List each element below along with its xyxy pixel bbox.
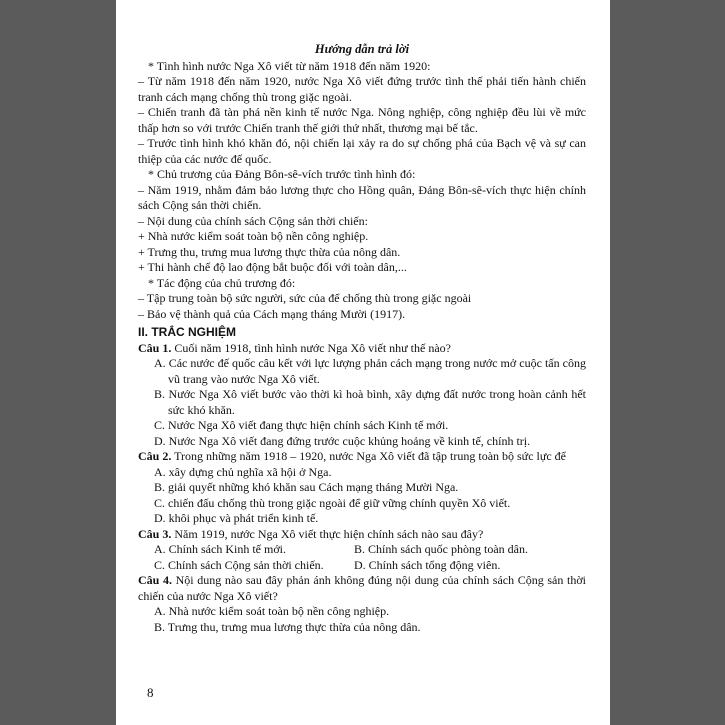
option-a: A. Các nước đế quốc câu kết với lực lượng phản cách mạng trong nước mở cuộc tấn công vũ trang vào nước Nga Xô viết. [154, 356, 586, 386]
question-text: Cuối năm 1918, tình hình nước Nga Xô viết như thế nào? [174, 340, 451, 355]
option-c: C. Nước Nga Xô viết đang thực hiện chính sách Kinh tế mới. [154, 418, 449, 432]
question-text: Năm 1919, nước Nga Xô viết thực hiện chính sách nào sau đây? [174, 526, 484, 541]
option-a: A. xây dựng chủ nghĩa xã hội ở Nga. [154, 464, 332, 479]
answer-line: – Chiến tranh đã tàn phá nền kinh tế nước Nga. Nông nghiệp, công nghiệp đều lùi về mức thấp hơn so với trước Chiến tranh thế giới thứ nhất, thương mại bế tắc. [138, 105, 586, 135]
question-2 [138, 449, 586, 465]
option-a: A. Chính sách Kinh tế mới. [154, 542, 286, 556]
option-row [138, 542, 586, 558]
answer-line: – Tập trung toàn bộ sức người, sức của để chống thù trong giặc ngoài [138, 291, 472, 305]
answer-heading: Hướng dẫn trả lời [314, 42, 410, 56]
question-label: Câu 1. [138, 340, 172, 355]
answer-line: – Từ năm 1918 đến năm 1920, nước Nga Xô viết đứng trước tình thế phải tiến hành chiến tranh cách mạng chống thù trong giặc ngoài. [138, 74, 586, 104]
answer-line: – Năm 1919, nhằm đảm bảo lương thực cho Hồng quân, Đảng Bôn-sê-vích thực hiện chính sách Cộng sản thời chiến. [138, 182, 586, 212]
left-margin-bar [0, 0, 116, 725]
option-a: A. Nhà nước kiểm soát toàn bộ nền công nghiệp. [154, 604, 390, 618]
page-content [138, 42, 586, 635]
option-d: D. Nước Nga Xô viết đang đứng trước cuộc khủng hoảng về kinh tế, chính trị. [154, 433, 531, 448]
option-c: C. chiến đấu chống thù trong giặc ngoài để giữ vững chính quyền Xô viết. [154, 495, 511, 510]
answer-line: – Bảo vệ thành quả của Cách mạng tháng Mười (1917). [138, 306, 406, 321]
option-row [138, 558, 586, 574]
option-d: D. Chính sách tổng động viên. [354, 557, 501, 572]
question-text: Nội dung nào sau đây phản ánh không đúng nội dung của chính sách Cộng sản thời chiến của nước Nga Xô viết? [138, 573, 587, 603]
answer-line: + Thi hành chế độ lao động bắt buộc đối với toàn dân,... [138, 260, 407, 274]
right-margin-bar [610, 0, 725, 725]
page-number: 8 [147, 685, 154, 700]
option-b: B. Trưng thu, trưng mua lương thực thừa của nông dân. [154, 619, 421, 634]
question-4 [138, 573, 586, 604]
question-1 [138, 341, 586, 357]
answer-line: + Nhà nước kiểm soát toàn bộ nền công nghiệp. [138, 229, 369, 243]
question-3 [138, 527, 586, 543]
answer-line: * Chủ trương của Đảng Bôn-sê-vích trước tình hình đó: [148, 167, 416, 181]
option-b: B. giải quyết những khó khăn sau Cách mạng tháng Mười Nga. [154, 480, 459, 494]
answer-line: – Nội dung của chính sách Cộng sản thời chiến: [138, 213, 368, 228]
option-c: C. Chính sách Cộng sản thời chiến. [154, 557, 324, 572]
book-page [116, 0, 610, 725]
question-label: Câu 2. [138, 449, 172, 463]
question-label: Câu 4. [138, 573, 172, 587]
question-label: Câu 3. [138, 526, 172, 541]
section-title: II. TRẮC NGHIỆM [138, 325, 236, 339]
option-b: B. Chính sách quốc phòng toàn dân. [354, 542, 528, 556]
option-d: D. khôi phục và phát triển kinh tế. [154, 511, 319, 525]
answer-line: + Trưng thu, trưng mua lương thực thừa của nông dân. [138, 244, 401, 259]
question-text: Trong những năm 1918 – 1920, nước Nga Xô viết đã tập trung toàn bộ sức lực để [174, 449, 567, 463]
answer-line: – Trước tình hình khó khăn đó, nội chiến lại xảy ra do sự chống phá của Bạch vệ và sự can thiệp của các nước đế quốc. [138, 136, 586, 166]
option-b: B. Nước Nga Xô viết bước vào thời kì hoà bình, xây dựng đất nước trong hoàn cảnh hết sức khó khăn. [154, 387, 586, 417]
answer-line: * Tác động của chủ trương đó: [148, 275, 296, 290]
answer-line: * Tình hình nước Nga Xô viết từ năm 1918 đến năm 1920: [148, 58, 431, 73]
